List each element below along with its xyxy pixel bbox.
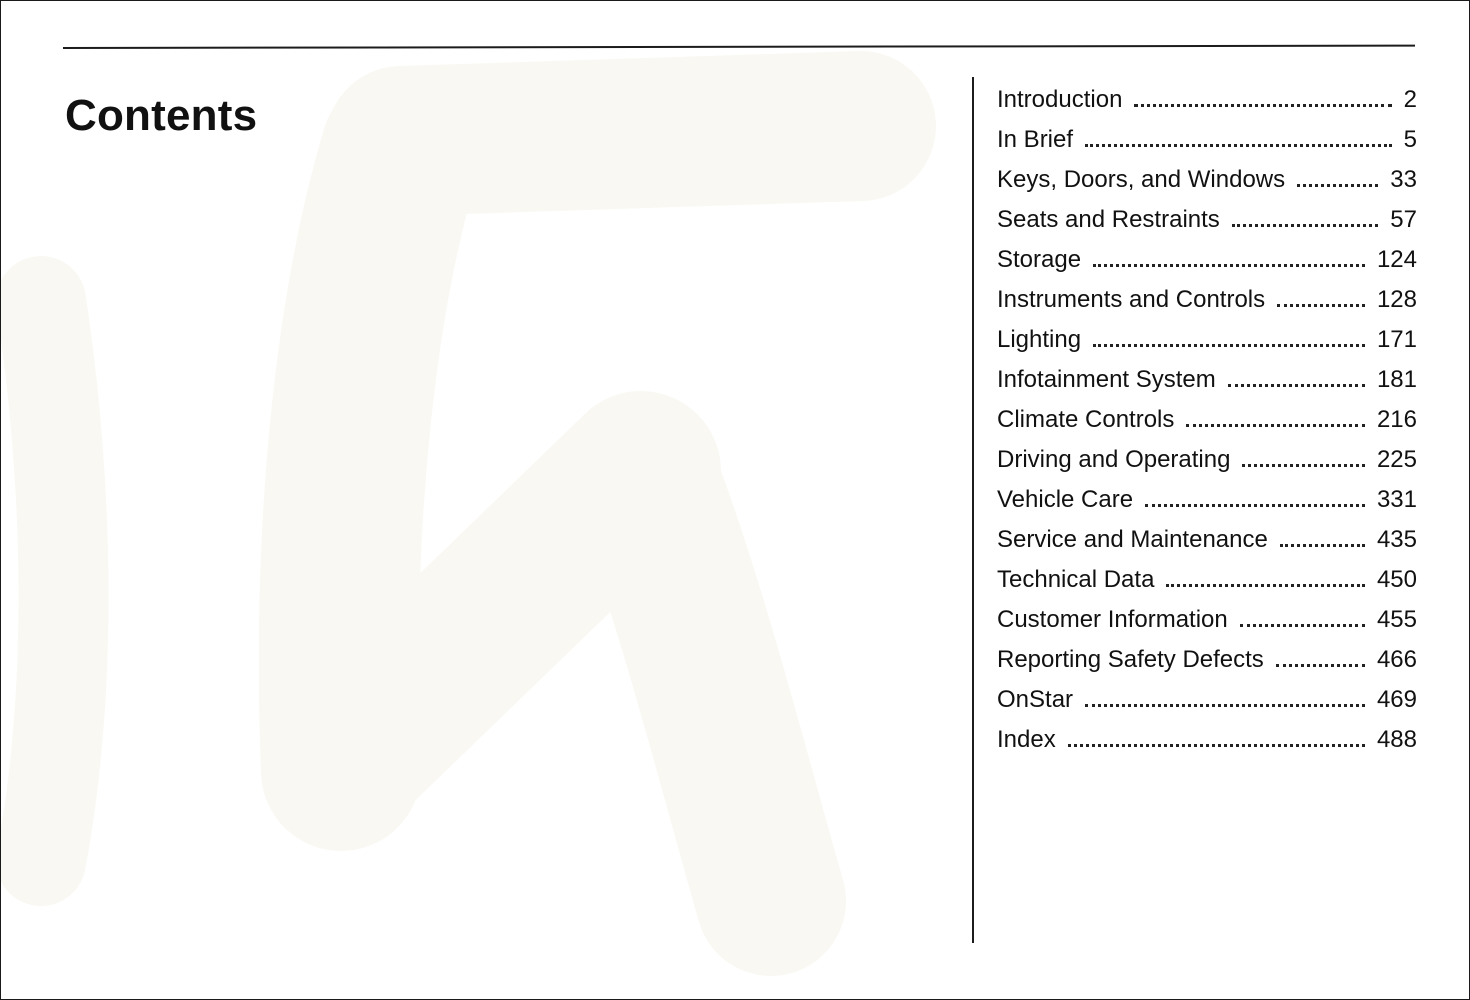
toc-entry-page: 466 [1376, 646, 1417, 673]
toc-entry-page: 57 [1390, 206, 1417, 233]
toc-entry-infotainment[interactable] [997, 363, 1417, 403]
toc-entry-onstar[interactable] [997, 683, 1417, 723]
toc-entry-title: Keys, Doors, and Windows [997, 166, 1286, 193]
toc-entry-lighting[interactable] [997, 323, 1417, 363]
toc-dot-leader [1240, 624, 1365, 627]
header-rule [63, 45, 1415, 49]
toc-dot-leader [1093, 344, 1365, 347]
toc-entry-title: Lighting [997, 326, 1082, 353]
toc-entry-page: 216 [1376, 406, 1417, 433]
toc-entry-page: 2 [1403, 86, 1417, 113]
toc-entry-seats-restraints[interactable] [997, 203, 1417, 243]
toc-entry-reporting-safety-defects[interactable] [997, 643, 1417, 683]
toc-entry-title: Introduction [997, 86, 1123, 113]
toc-dot-leader [1134, 104, 1391, 107]
page-title: Contents [65, 91, 258, 140]
toc-entry-page: 331 [1376, 486, 1417, 513]
toc-entry-title: Seats and Restraints [997, 206, 1220, 233]
toc-entry-instruments-controls[interactable] [997, 283, 1417, 323]
toc-entry-page: 435 [1376, 526, 1417, 553]
toc-dot-leader [1277, 304, 1365, 307]
toc-entry-title: Service and Maintenance [997, 526, 1268, 553]
toc-entry-title: Technical Data [997, 566, 1155, 593]
toc-entry-page: 469 [1376, 686, 1417, 713]
toc-entry-title: Vehicle Care [997, 486, 1134, 513]
toc-dot-leader [1068, 744, 1365, 747]
toc-dot-leader [1280, 544, 1365, 547]
toc-entry-title: Instruments and Controls [997, 286, 1266, 313]
toc-dot-leader [1186, 424, 1365, 427]
toc-entry-title: Storage [997, 246, 1082, 273]
toc-entry-keys-doors-windows[interactable] [997, 163, 1417, 203]
toc-entry-page: 5 [1403, 126, 1417, 153]
toc-entry-title: Driving and Operating [997, 446, 1231, 473]
toc-dot-leader [1228, 384, 1365, 387]
toc-entry-in-brief[interactable] [997, 123, 1417, 163]
toc-entry-page: 171 [1376, 326, 1417, 353]
toc-entry-page: 225 [1376, 446, 1417, 473]
column-divider [972, 77, 974, 943]
toc-entry-title: In Brief [997, 126, 1074, 153]
toc-entry-page: 450 [1376, 566, 1417, 593]
toc-dot-leader [1145, 504, 1365, 507]
toc-entry-title: Infotainment System [997, 366, 1216, 393]
toc-entry-title: Climate Controls [997, 406, 1175, 433]
toc-entry-page: 488 [1376, 726, 1417, 753]
toc-entry-driving-operating[interactable] [997, 443, 1417, 483]
toc-entry-technical-data[interactable] [997, 563, 1417, 603]
toc-entry-vehicle-care[interactable] [997, 483, 1417, 523]
toc-entry-storage[interactable] [997, 243, 1417, 283]
toc-entry-customer-information[interactable] [997, 603, 1417, 643]
toc-entry-title: Customer Information [997, 606, 1228, 633]
toc-entry-title: OnStar [997, 686, 1074, 713]
toc-entry-page: 181 [1376, 366, 1417, 393]
toc-entry-title: Index [997, 726, 1056, 753]
toc-entry-climate-controls[interactable] [997, 403, 1417, 443]
toc-entry-introduction[interactable] [997, 83, 1417, 123]
toc-dot-leader [1166, 584, 1365, 587]
toc-dot-leader [1093, 264, 1365, 267]
toc-entry-title: Reporting Safety Defects [997, 646, 1264, 673]
toc-dot-leader [1232, 224, 1379, 227]
toc-dot-leader [1242, 464, 1364, 467]
toc-dot-leader [1085, 704, 1365, 707]
toc-dot-leader [1297, 184, 1378, 187]
toc-entry-page: 124 [1376, 246, 1417, 273]
toc-dot-leader [1085, 144, 1392, 147]
toc-entry-page: 128 [1376, 286, 1417, 313]
toc-dot-leader [1276, 664, 1365, 667]
toc-entry-page: 455 [1376, 606, 1417, 633]
toc-entry-index[interactable] [997, 723, 1417, 763]
toc-entry-page: 33 [1390, 166, 1417, 193]
toc-entry-service-maintenance[interactable] [997, 523, 1417, 563]
table-of-contents [997, 83, 1417, 763]
